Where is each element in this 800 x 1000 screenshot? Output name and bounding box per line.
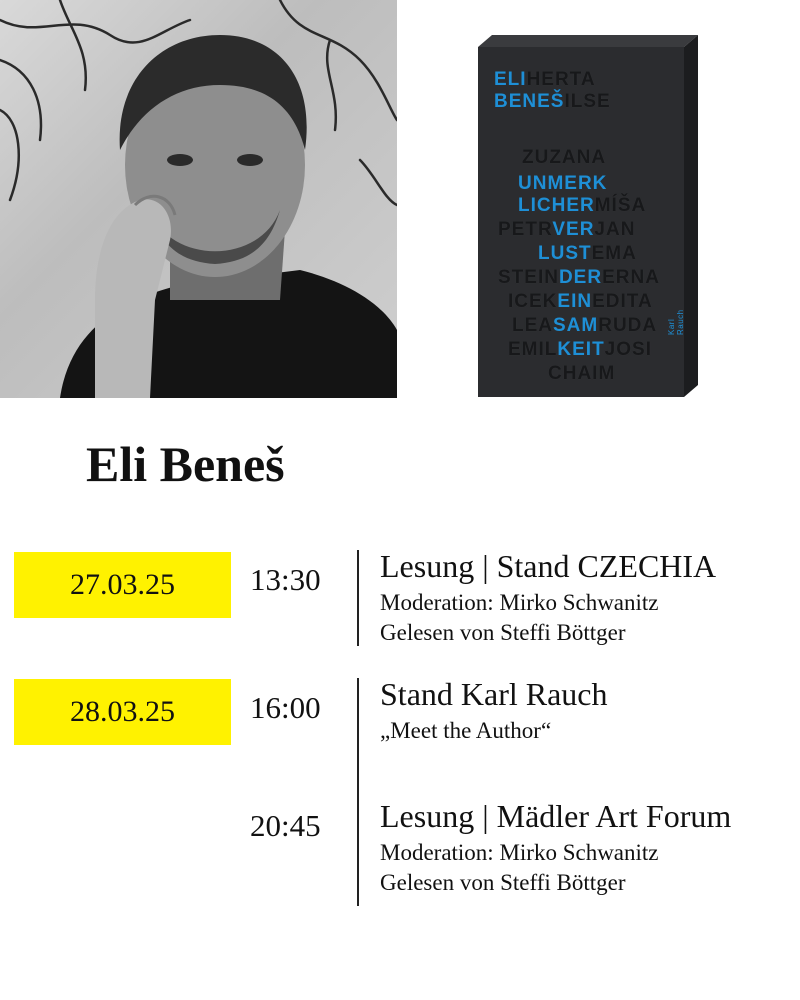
book-publisher: Karl Rauch xyxy=(667,309,685,335)
cover-word: DER xyxy=(558,267,603,288)
cover-line xyxy=(518,173,607,195)
event-title: Stand Karl Rauch xyxy=(380,676,608,712)
event-title: Lesung | Mädler Art Forum xyxy=(380,798,732,834)
event-title: Lesung | Stand CZECHIA xyxy=(380,548,717,584)
cover-line xyxy=(548,363,615,385)
cover-line xyxy=(512,315,657,337)
cover-word: LUST xyxy=(538,243,592,264)
cover-word: UNMERK xyxy=(518,173,608,194)
cover-word: MÍŠA xyxy=(594,195,647,216)
event-detail: Moderation: Mirko Schwanitz xyxy=(380,840,659,865)
cover-word: EMIL xyxy=(508,339,558,360)
cover-line xyxy=(508,339,652,361)
cover-line xyxy=(522,147,606,169)
cover-word: ELI xyxy=(494,69,527,90)
cover-line xyxy=(494,69,596,91)
cover-line xyxy=(518,195,646,217)
event-time: 16:00 xyxy=(250,690,321,725)
event-date: 27.03.25 xyxy=(14,552,231,618)
cover-word: PETR xyxy=(498,219,553,240)
cover-word: SAM xyxy=(553,315,599,336)
cover-word: BENEŠ xyxy=(494,91,565,112)
cover-line xyxy=(498,267,660,289)
cover-word: LICHER xyxy=(518,195,595,216)
event-detail: „Meet the Author“ xyxy=(380,718,552,743)
cover-word: VER xyxy=(552,219,595,240)
cover-word: EIN xyxy=(557,291,593,312)
cover-line xyxy=(498,219,635,241)
cover-word: RUDA xyxy=(598,315,658,336)
event-date: 28.03.25 xyxy=(14,679,231,745)
book-cover xyxy=(474,35,698,398)
divider xyxy=(357,550,359,646)
page-title: Eli Beneš xyxy=(86,436,285,492)
cover-word: ZUZANA xyxy=(522,147,607,168)
cover-word: CHAIM xyxy=(548,363,616,384)
cover-word: LEA xyxy=(512,315,553,336)
cover-line xyxy=(494,91,611,113)
author-photo xyxy=(0,0,397,398)
cover-word: KEIT xyxy=(557,339,605,360)
event-time: 20:45 xyxy=(250,808,321,843)
event-detail: Moderation: Mirko Schwanitz xyxy=(380,590,659,615)
event-detail: Gelesen von Steffi Böttger xyxy=(380,870,626,895)
cover-word: EMA xyxy=(591,243,637,264)
cover-word: JAN xyxy=(594,219,636,240)
book-cover-text xyxy=(478,47,684,397)
cover-word: HERTA xyxy=(526,69,596,90)
cover-word: STEIN xyxy=(498,267,559,288)
cover-line xyxy=(538,243,637,265)
divider xyxy=(357,678,359,906)
event-time: 13:30 xyxy=(250,562,321,597)
cover-word: ILSE xyxy=(564,91,611,112)
event-detail: Gelesen von Steffi Böttger xyxy=(380,620,626,645)
cover-word: ERNA xyxy=(602,267,660,288)
cover-word: ICEK xyxy=(508,291,558,312)
cover-word: EDITA xyxy=(592,291,653,312)
cover-word: JOSI xyxy=(604,339,652,360)
cover-line xyxy=(508,291,653,313)
